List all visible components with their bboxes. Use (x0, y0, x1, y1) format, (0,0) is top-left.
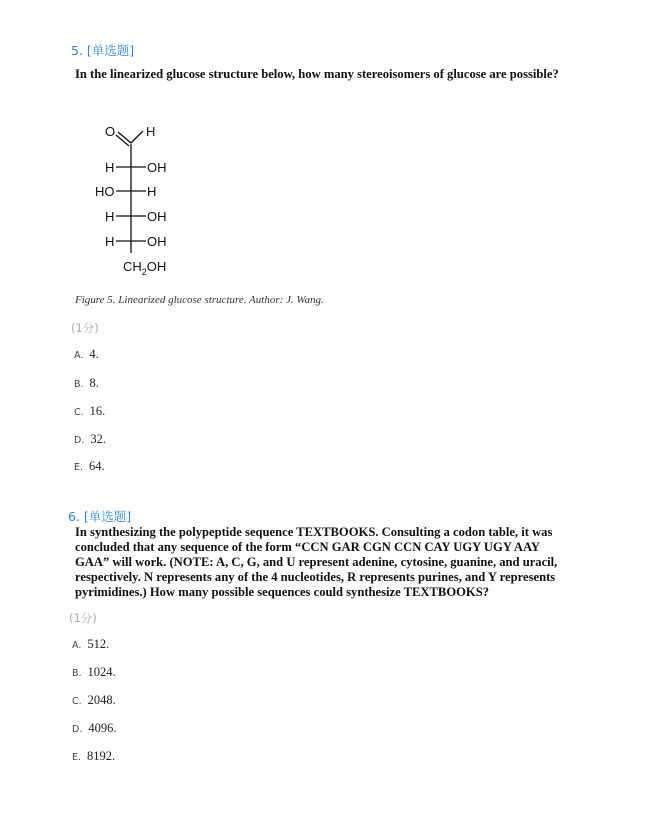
question-6-line-3: GAA” will work. (NOTE: A, C, G, and U represent adenine, cytosine, guanine, and uracil, (75, 555, 558, 569)
option-letter: A. (72, 640, 82, 651)
glucose-fischer-structure (85, 115, 225, 285)
option-value: 4. (89, 347, 99, 361)
option-letter: C. (72, 696, 82, 707)
q5-option-d[interactable] (74, 432, 106, 447)
question-6-line-2: concluded that any sequence of the form “CCN GAR CGN CCN CAY UGY UGY AAY (75, 540, 541, 554)
q5-option-b[interactable] (74, 376, 99, 391)
option-value: 8. (89, 376, 99, 390)
q6-option-e[interactable] (72, 749, 115, 764)
question-6-line-4: respectively. N represents any of the 4 nucleotides, R represents purines, and Y represents (75, 570, 556, 584)
structure-bottom-oh: OH (146, 259, 167, 274)
structure-top-o: O (105, 124, 116, 139)
structure-row4-left: H (105, 234, 115, 249)
option-letter: D. (74, 435, 85, 446)
option-value: 32. (90, 432, 106, 446)
option-letter: A. (74, 350, 84, 361)
question-6-line-1: In synthesizing the polypeptide sequence TEXTBOOKS. Consulting a codon table, it was (75, 525, 553, 539)
q5-option-c[interactable] (74, 404, 105, 419)
option-value: 8192. (87, 749, 116, 763)
structure-row3-left: H (105, 209, 115, 224)
structure-row2-right: H (147, 184, 157, 199)
question-5-text: In the linearized glucose structure below, how many stereoisomers of glucose are possible? (75, 67, 559, 81)
structure-bottom-sub: 2 (141, 267, 147, 277)
option-letter: C. (74, 407, 84, 418)
question-6-line-5: pyrimidines.) How many possible sequences could synthesize TEXTBOOKS? (75, 585, 490, 599)
q6-option-b[interactable] (72, 665, 116, 680)
q6-option-a[interactable] (72, 637, 109, 652)
q5-option-e[interactable] (74, 459, 105, 474)
option-value: 4096. (88, 721, 117, 735)
q6-option-c[interactable] (72, 693, 116, 708)
structure-row1-right: OH (147, 160, 167, 175)
structure-bottom-ch: CH (123, 259, 142, 274)
structure-row4-right: OH (147, 234, 167, 249)
option-value: 1024. (87, 665, 116, 679)
option-value: 16. (89, 404, 106, 418)
option-letter: B. (72, 668, 82, 679)
question-5-score: (1分) (71, 321, 99, 335)
question-5-number: 5. [单选题] (71, 43, 135, 58)
q5-option-a[interactable] (74, 347, 99, 362)
option-letter: E. (72, 752, 82, 763)
option-letter: B. (74, 379, 84, 390)
structure-top-h: H (146, 124, 156, 139)
option-letter: E. (74, 462, 84, 473)
structure-row1-left: H (105, 160, 115, 175)
question-6-number: 6. [单选题] (68, 509, 132, 524)
structure-row2-left: HO (95, 184, 115, 199)
structure-row3-right: OH (147, 209, 167, 224)
option-value: 2048. (87, 693, 116, 707)
question-6-score: (1分) (69, 611, 97, 625)
svg-text:CH2OH (123, 259, 166, 277)
figure-caption: Figure 5. Linearized glucose structure. Author: J. Wang. (75, 294, 324, 306)
option-value: 64. (89, 459, 105, 473)
option-letter: D. (72, 724, 83, 735)
q6-option-d[interactable] (72, 721, 116, 736)
option-value: 512. (87, 637, 110, 651)
